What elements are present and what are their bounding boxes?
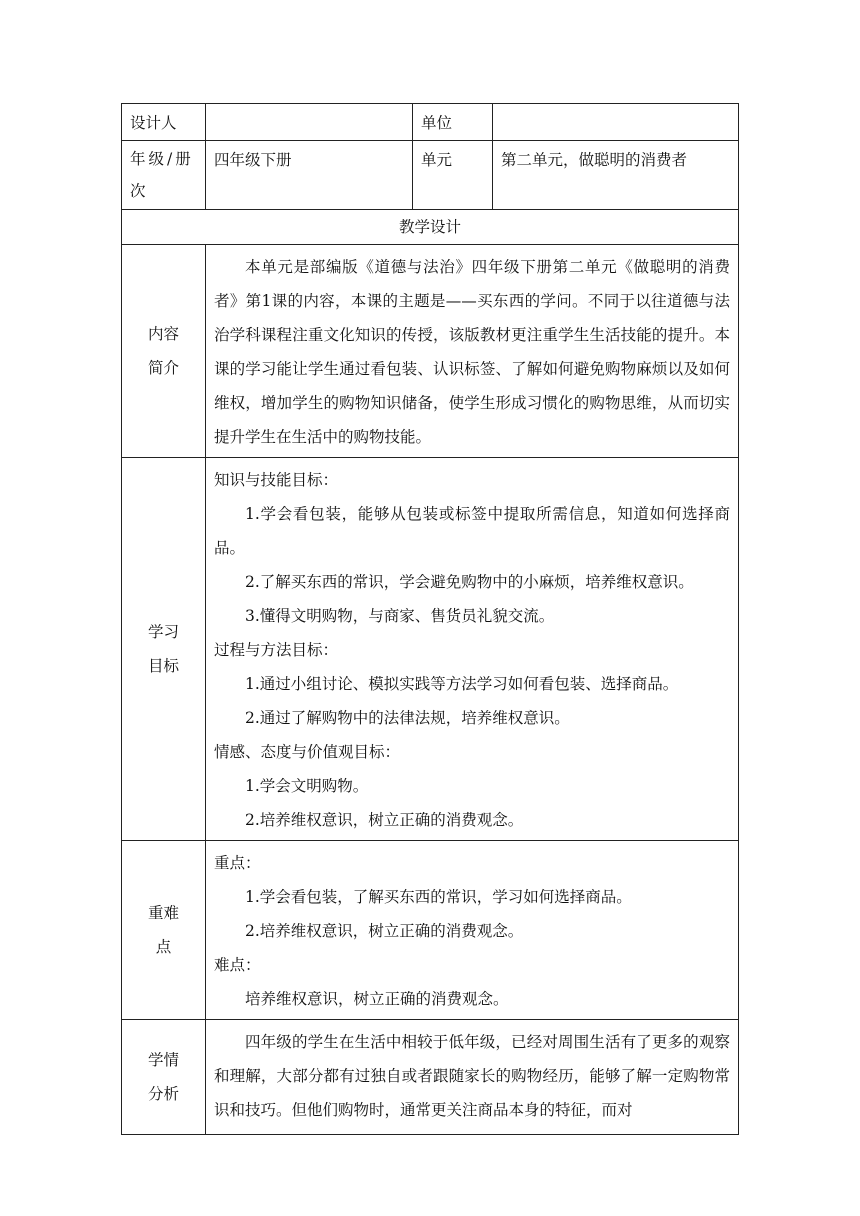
designer-value <box>206 104 413 141</box>
goals-knowledge-1: 1.学会看包装，能够从包装或标签中提取所需信息，知道如何选择商品。 <box>214 505 730 557</box>
keypoints-key-1: 1.学会看包装，了解买东西的常识，学习如何选择商品。 <box>245 888 632 906</box>
lesson-plan-table <box>121 103 739 1135</box>
goals-heading-process: 过程与方法目标： <box>214 641 339 659</box>
designer-label: 设计人 <box>122 104 206 141</box>
grade-row <box>122 141 739 210</box>
keypoints-key-2: 2.培养维权意识，树立正确的消费观念。 <box>245 922 524 940</box>
goals-emotion-1: 1.学会文明购物。 <box>245 777 369 795</box>
goals-heading-emotion: 情感、态度与价值观目标： <box>214 743 401 761</box>
analysis-label: 学情分析 <box>147 1051 179 1103</box>
grade-value: 四年级下册 <box>206 141 413 210</box>
goals-row <box>122 458 739 841</box>
unit-value <box>493 104 739 141</box>
goals-knowledge-2: 2.了解买东西的常识，学会避免购物中的小麻烦，培养维权意识。 <box>245 573 694 591</box>
chapter-value: 第二单元，做聪明的消费者 <box>493 141 739 210</box>
unit-label: 单位 <box>413 104 493 141</box>
lesson-plan-document <box>121 103 738 1135</box>
goals-heading-knowledge: 知识与技能目标： <box>214 471 339 489</box>
goals-label: 学习目标 <box>147 623 179 675</box>
goals-emotion-2: 2.培养维权意识，树立正确的消费观念。 <box>245 811 524 829</box>
chapter-label: 单元 <box>413 141 493 210</box>
grade-label: 年级/册次 <box>122 141 206 210</box>
design-title-row <box>122 210 739 245</box>
keypoints-heading-difficult: 难点： <box>214 956 261 974</box>
intro-row <box>122 245 739 458</box>
keypoints-difficult-1: 培养维权意识，树立正确的消费观念。 <box>245 990 509 1008</box>
keypoints-label: 重难点 <box>147 904 179 956</box>
analysis-row <box>122 1020 739 1135</box>
goals-process-1: 1.通过小组讨论、模拟实践等方法学习如何看包装、选择商品。 <box>245 675 679 693</box>
analysis-text: 四年级的学生在生活中相较于低年级，已经对周围生活有了更多的观察和理解，大部分都有过独自或者跟随家长的购物经历，能够了解一定购物常识和技巧。但他们购物时，通常更关注商品本身的特征，而对 <box>214 1033 730 1119</box>
keypoints-heading-key: 重点： <box>214 854 261 872</box>
design-title: 教学设计 <box>122 210 739 245</box>
intro-label: 内容简介 <box>147 325 179 377</box>
intro-text: 本单元是部编版《道德与法治》四年级下册第二单元《做聪明的消费者》第1课的内容，本课的主题是——买东西的学问。不同于以往道德与法治学科课程注重文化知识的传授，该版教材更注重学生生活技能的提升。本课的学习能让学生通过看包装、认识标签、了解如何避免购物麻烦以及如何维权，增加学生的购物知识储备，使学生形成习惯化的购物思维，从而切实提升学生在生活中的购物技能。 <box>214 258 730 446</box>
goals-process-2: 2.通过了解购物中的法律法规，培养维权意识。 <box>245 709 570 727</box>
goals-knowledge-3: 3.懂得文明购物，与商家、售货员礼貌交流。 <box>245 607 555 625</box>
keypoints-row <box>122 841 739 1020</box>
designer-row <box>122 104 739 141</box>
